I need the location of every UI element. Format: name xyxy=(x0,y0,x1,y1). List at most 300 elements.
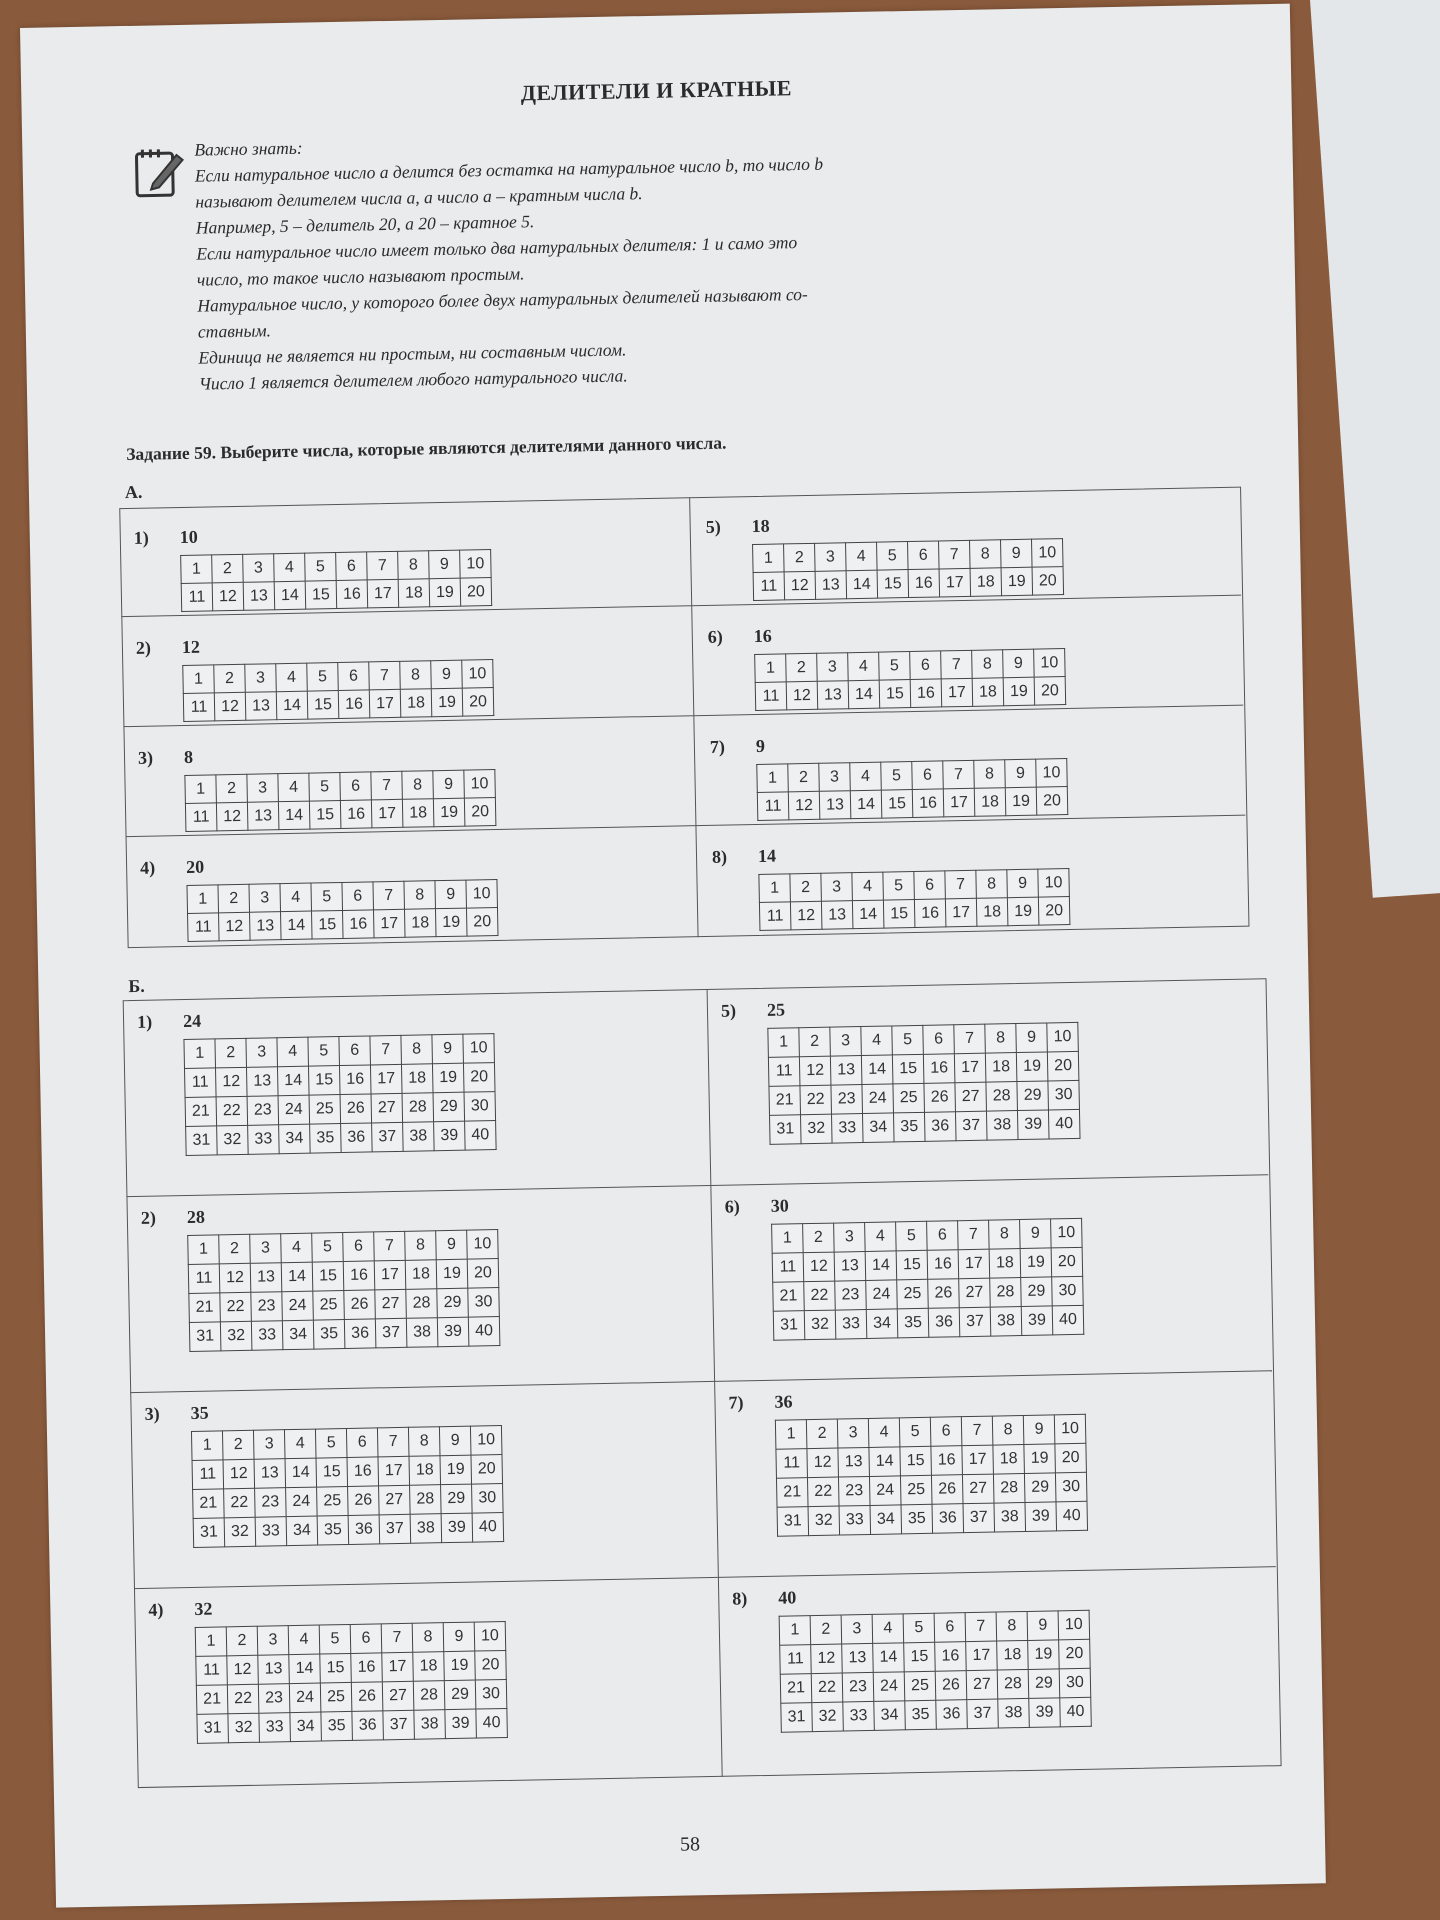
grid-cell[interactable]: 39 xyxy=(437,1317,469,1347)
grid-cell[interactable]: 10 xyxy=(1051,1218,1083,1248)
grid-cell[interactable]: 35 xyxy=(310,1124,342,1154)
grid-cell[interactable]: 15 xyxy=(892,1054,924,1084)
grid-cell[interactable]: 6 xyxy=(923,1025,955,1055)
grid-cell[interactable]: 3 xyxy=(821,873,853,902)
grid-cell[interactable]: 11 xyxy=(185,803,217,832)
grid-cell[interactable]: 34 xyxy=(282,1320,314,1350)
grid-cell[interactable]: 38 xyxy=(986,1111,1018,1141)
grid-cell[interactable]: 1 xyxy=(768,1028,800,1058)
grid-cell[interactable]: 40 xyxy=(465,1121,497,1151)
grid-cell[interactable]: 14 xyxy=(274,581,306,610)
grid-cell[interactable]: 13 xyxy=(819,791,851,820)
grid-cell[interactable]: 22 xyxy=(220,1292,252,1322)
grid-cell[interactable]: 8 xyxy=(400,661,432,690)
grid-cell[interactable]: 2 xyxy=(786,653,818,682)
grid-cell[interactable]: 38 xyxy=(994,1502,1026,1532)
grid-cell[interactable]: 13 xyxy=(830,1056,862,1086)
grid-cell[interactable]: 11 xyxy=(181,583,213,612)
grid-cell[interactable]: 29 xyxy=(1028,1669,1060,1699)
grid-cell[interactable]: 40 xyxy=(1048,1109,1080,1139)
grid-cell[interactable]: 6 xyxy=(934,1613,966,1643)
grid-cell[interactable]: 14 xyxy=(861,1055,893,1085)
grid-cell[interactable]: 20 xyxy=(1036,787,1068,816)
grid-cell[interactable]: 11 xyxy=(755,682,787,711)
grid-cell[interactable]: 8 xyxy=(402,771,434,800)
grid-cell[interactable]: 16 xyxy=(914,899,946,928)
grid-cell[interactable]: 16 xyxy=(927,1250,959,1280)
grid-cell[interactable]: 27 xyxy=(962,1474,994,1504)
grid-cell[interactable]: 10 xyxy=(1047,1022,1079,1052)
grid-cell[interactable]: 36 xyxy=(344,1319,376,1349)
grid-cell[interactable]: 18 xyxy=(401,1064,433,1094)
grid-cell[interactable]: 22 xyxy=(224,1488,256,1518)
grid-cell[interactable]: 40 xyxy=(472,1512,504,1542)
grid-cell[interactable]: 27 xyxy=(959,1278,991,1308)
grid-cell[interactable]: 13 xyxy=(250,1263,282,1293)
grid-cell[interactable]: 4 xyxy=(274,553,306,582)
grid-cell[interactable]: 18 xyxy=(413,1652,445,1682)
grid-cell[interactable]: 35 xyxy=(317,1515,349,1545)
grid-cell[interactable]: 5 xyxy=(308,1037,340,1067)
grid-cell[interactable]: 19 xyxy=(1007,897,1039,926)
grid-cell[interactable]: 16 xyxy=(931,1446,963,1476)
grid-cell[interactable]: 36 xyxy=(348,1515,380,1545)
grid-cell[interactable]: 38 xyxy=(410,1514,442,1544)
grid-cell[interactable]: 5 xyxy=(315,1428,347,1458)
grid-cell[interactable]: 19 xyxy=(1005,787,1037,816)
grid-cell[interactable]: 1 xyxy=(191,1431,223,1461)
grid-cell[interactable]: 13 xyxy=(821,901,853,930)
grid-cell[interactable]: 25 xyxy=(317,1486,349,1516)
grid-cell[interactable]: 38 xyxy=(403,1122,435,1152)
grid-cell[interactable]: 31 xyxy=(186,1126,218,1156)
grid-cell[interactable]: 9 xyxy=(1020,1219,1052,1249)
grid-cell[interactable]: 5 xyxy=(892,1025,924,1055)
grid-cell[interactable]: 8 xyxy=(970,540,1002,569)
grid-cell[interactable]: 1 xyxy=(753,544,785,573)
grid-cell[interactable]: 2 xyxy=(226,1626,258,1656)
grid-cell[interactable]: 1 xyxy=(759,874,791,903)
grid-cell[interactable]: 37 xyxy=(967,1699,999,1729)
grid-cell[interactable]: 14 xyxy=(869,1447,901,1477)
grid-cell[interactable]: 15 xyxy=(309,800,341,829)
grid-cell[interactable]: 16 xyxy=(935,1642,967,1672)
grid-cell[interactable]: 2 xyxy=(214,664,246,693)
grid-cell[interactable]: 14 xyxy=(848,680,880,709)
grid-cell[interactable]: 32 xyxy=(228,1713,260,1743)
grid-cell[interactable]: 36 xyxy=(352,1711,384,1741)
grid-cell[interactable]: 4 xyxy=(284,1429,316,1459)
grid-cell[interactable]: 4 xyxy=(281,1233,313,1263)
grid-cell[interactable]: 26 xyxy=(924,1083,956,1113)
grid-cell[interactable]: 1 xyxy=(772,1224,804,1254)
grid-cell[interactable]: 10 xyxy=(466,880,498,909)
grid-cell[interactable]: 38 xyxy=(414,1710,446,1740)
grid-cell[interactable]: 12 xyxy=(786,681,818,710)
grid-cell[interactable]: 3 xyxy=(245,664,277,693)
grid-cell[interactable]: 3 xyxy=(249,884,281,913)
grid-cell[interactable]: 12 xyxy=(219,912,251,941)
grid-cell[interactable]: 21 xyxy=(193,1489,225,1519)
grid-cell[interactable]: 37 xyxy=(379,1514,411,1544)
grid-cell[interactable]: 18 xyxy=(405,1260,437,1290)
grid-cell[interactable]: 15 xyxy=(316,1457,348,1487)
grid-cell[interactable]: 19 xyxy=(436,1259,468,1289)
grid-cell[interactable]: 26 xyxy=(340,1094,372,1124)
grid-cell[interactable]: 26 xyxy=(351,1682,383,1712)
grid-cell[interactable]: 11 xyxy=(185,1068,217,1098)
grid-cell[interactable]: 34 xyxy=(862,1113,894,1143)
grid-cell[interactable]: 20 xyxy=(471,1455,503,1485)
grid-cell[interactable]: 13 xyxy=(245,692,277,721)
grid-cell[interactable]: 28 xyxy=(402,1093,434,1123)
grid-cell[interactable]: 11 xyxy=(753,572,785,601)
grid-cell[interactable]: 17 xyxy=(958,1249,990,1279)
grid-cell[interactable]: 4 xyxy=(276,663,308,692)
grid-cell[interactable]: 4 xyxy=(861,1026,893,1056)
grid-cell[interactable]: 21 xyxy=(185,1097,217,1127)
grid-cell[interactable]: 28 xyxy=(993,1473,1025,1503)
grid-cell[interactable]: 20 xyxy=(1038,897,1070,926)
grid-cell[interactable]: 23 xyxy=(842,1672,874,1702)
grid-cell[interactable]: 23 xyxy=(251,1292,283,1322)
grid-cell[interactable]: 9 xyxy=(432,1034,464,1064)
grid-cell[interactable]: 1 xyxy=(181,555,213,584)
grid-cell[interactable]: 33 xyxy=(832,1114,864,1144)
grid-cell[interactable]: 18 xyxy=(402,799,434,828)
grid-cell[interactable]: 15 xyxy=(883,899,915,928)
grid-cell[interactable]: 3 xyxy=(253,1430,285,1460)
grid-cell[interactable]: 35 xyxy=(905,1700,937,1730)
grid-cell[interactable]: 5 xyxy=(319,1624,351,1654)
grid-cell[interactable]: 10 xyxy=(460,550,492,579)
grid-cell[interactable]: 3 xyxy=(830,1027,862,1057)
grid-cell[interactable]: 7 xyxy=(381,1623,413,1653)
grid-cell[interactable]: 29 xyxy=(437,1288,469,1318)
grid-cell[interactable]: 30 xyxy=(1059,1668,1091,1698)
grid-cell[interactable]: 21 xyxy=(769,1086,801,1116)
grid-cell[interactable]: 12 xyxy=(784,571,816,600)
grid-cell[interactable]: 8 xyxy=(976,870,1008,899)
grid-cell[interactable]: 4 xyxy=(852,872,884,901)
grid-cell[interactable]: 10 xyxy=(470,1426,502,1456)
grid-cell[interactable]: 6 xyxy=(346,1428,378,1458)
grid-cell[interactable]: 25 xyxy=(900,1475,932,1505)
grid-cell[interactable]: 2 xyxy=(216,774,248,803)
grid-cell[interactable]: 19 xyxy=(444,1651,476,1681)
grid-cell[interactable]: 8 xyxy=(989,1220,1021,1250)
grid-cell[interactable]: 14 xyxy=(852,900,884,929)
grid-cell[interactable]: 25 xyxy=(893,1083,925,1113)
grid-cell[interactable]: 20 xyxy=(462,688,494,717)
grid-cell[interactable]: 35 xyxy=(893,1112,925,1142)
grid-cell[interactable]: 8 xyxy=(985,1024,1017,1054)
grid-cell[interactable]: 24 xyxy=(866,1280,898,1310)
grid-cell[interactable]: 30 xyxy=(475,1679,507,1709)
grid-cell[interactable]: 15 xyxy=(307,691,339,720)
grid-cell[interactable]: 22 xyxy=(227,1684,259,1714)
grid-cell[interactable]: 10 xyxy=(464,770,496,799)
grid-cell[interactable]: 32 xyxy=(804,1310,836,1340)
grid-cell[interactable]: 39 xyxy=(1017,1110,1049,1140)
grid-cell[interactable]: 37 xyxy=(959,1307,991,1337)
grid-cell[interactable]: 21 xyxy=(776,1478,808,1508)
grid-cell[interactable]: 14 xyxy=(281,911,313,940)
grid-cell[interactable]: 10 xyxy=(467,1230,499,1260)
grid-cell[interactable]: 1 xyxy=(183,665,215,694)
grid-cell[interactable]: 2 xyxy=(810,1615,842,1645)
grid-cell[interactable]: 8 xyxy=(412,1623,444,1653)
grid-cell[interactable]: 15 xyxy=(896,1250,928,1280)
grid-cell[interactable]: 10 xyxy=(1036,759,1068,788)
grid-cell[interactable]: 1 xyxy=(185,775,217,804)
grid-cell[interactable]: 39 xyxy=(441,1513,473,1543)
grid-cell[interactable]: 27 xyxy=(371,1093,403,1123)
grid-cell[interactable]: 37 xyxy=(955,1111,987,1141)
grid-cell[interactable]: 24 xyxy=(869,1476,901,1506)
grid-cell[interactable]: 1 xyxy=(775,1420,807,1450)
grid-cell[interactable]: 13 xyxy=(243,582,275,611)
grid-cell[interactable]: 20 xyxy=(475,1650,507,1680)
grid-cell[interactable]: 40 xyxy=(468,1317,500,1347)
grid-cell[interactable]: 15 xyxy=(904,1642,936,1672)
grid-cell[interactable]: 40 xyxy=(1056,1501,1088,1531)
grid-cell[interactable]: 40 xyxy=(476,1708,508,1738)
grid-cell[interactable]: 11 xyxy=(188,1264,220,1294)
grid-cell[interactable]: 18 xyxy=(989,1249,1021,1279)
grid-cell[interactable]: 3 xyxy=(243,554,275,583)
grid-cell[interactable]: 2 xyxy=(218,884,250,913)
grid-cell[interactable]: 24 xyxy=(286,1487,318,1517)
grid-cell[interactable]: 37 xyxy=(372,1122,404,1152)
grid-cell[interactable]: 15 xyxy=(320,1653,352,1683)
grid-cell[interactable]: 3 xyxy=(837,1418,869,1448)
grid-cell[interactable]: 27 xyxy=(382,1681,414,1711)
grid-cell[interactable]: 6 xyxy=(339,1036,371,1066)
grid-cell[interactable]: 14 xyxy=(289,1654,321,1684)
grid-cell[interactable]: 14 xyxy=(285,1458,317,1488)
grid-cell[interactable]: 6 xyxy=(343,1232,375,1262)
grid-cell[interactable]: 8 xyxy=(972,650,1004,679)
grid-cell[interactable]: 3 xyxy=(834,1223,866,1253)
grid-cell[interactable]: 9 xyxy=(436,1230,468,1260)
grid-cell[interactable]: 34 xyxy=(874,1701,906,1731)
grid-cell[interactable]: 3 xyxy=(841,1614,873,1644)
grid-cell[interactable]: 29 xyxy=(433,1092,465,1122)
grid-cell[interactable]: 21 xyxy=(196,1685,228,1715)
grid-cell[interactable]: 19 xyxy=(431,688,463,717)
grid-cell[interactable]: 4 xyxy=(280,883,312,912)
grid-cell[interactable]: 10 xyxy=(1031,539,1063,568)
grid-cell[interactable]: 11 xyxy=(192,1460,224,1490)
grid-cell[interactable]: 40 xyxy=(1052,1305,1084,1335)
grid-cell[interactable]: 5 xyxy=(879,652,911,681)
grid-cell[interactable]: 17 xyxy=(962,1445,994,1475)
grid-cell[interactable]: 26 xyxy=(344,1290,376,1320)
grid-cell[interactable]: 7 xyxy=(939,540,971,569)
grid-cell[interactable]: 4 xyxy=(288,1625,320,1655)
grid-cell[interactable]: 14 xyxy=(278,801,310,830)
grid-cell[interactable]: 23 xyxy=(247,1096,279,1126)
grid-cell[interactable]: 9 xyxy=(1027,1611,1059,1641)
grid-cell[interactable]: 29 xyxy=(1024,1473,1056,1503)
grid-cell[interactable]: 13 xyxy=(817,681,849,710)
grid-cell[interactable]: 31 xyxy=(777,1507,809,1537)
grid-cell[interactable]: 3 xyxy=(250,1234,282,1264)
grid-cell[interactable]: 3 xyxy=(815,543,847,572)
grid-cell[interactable]: 26 xyxy=(348,1486,380,1516)
grid-cell[interactable]: 13 xyxy=(834,1252,866,1282)
grid-cell[interactable]: 17 xyxy=(945,898,977,927)
grid-cell[interactable]: 17 xyxy=(370,1064,402,1094)
grid-cell[interactable]: 17 xyxy=(367,579,399,608)
grid-cell[interactable]: 13 xyxy=(815,571,847,600)
grid-cell[interactable]: 17 xyxy=(378,1456,410,1486)
grid-cell[interactable]: 10 xyxy=(1038,869,1070,898)
grid-cell[interactable]: 1 xyxy=(188,1235,220,1265)
grid-cell[interactable]: 37 xyxy=(375,1318,407,1348)
grid-cell[interactable]: 25 xyxy=(897,1279,929,1309)
grid-cell[interactable]: 7 xyxy=(367,551,399,580)
grid-cell[interactable]: 26 xyxy=(931,1475,963,1505)
grid-cell[interactable]: 27 xyxy=(966,1670,998,1700)
grid-cell[interactable]: 3 xyxy=(247,774,279,803)
grid-cell[interactable]: 18 xyxy=(970,568,1002,597)
grid-cell[interactable]: 20 xyxy=(466,907,498,936)
grid-cell[interactable]: 35 xyxy=(321,1711,353,1741)
grid-cell[interactable]: 36 xyxy=(936,1700,968,1730)
grid-cell[interactable]: 7 xyxy=(377,1427,409,1457)
grid-cell[interactable]: 16 xyxy=(923,1054,955,1084)
grid-cell[interactable]: 14 xyxy=(277,1066,309,1096)
grid-cell[interactable]: 15 xyxy=(879,680,911,709)
grid-cell[interactable]: 20 xyxy=(1051,1247,1083,1277)
grid-cell[interactable]: 6 xyxy=(927,1221,959,1251)
grid-cell[interactable]: 18 xyxy=(404,909,436,938)
grid-cell[interactable]: 36 xyxy=(932,1504,964,1534)
grid-cell[interactable]: 24 xyxy=(289,1683,321,1713)
grid-cell[interactable]: 18 xyxy=(985,1053,1017,1083)
grid-cell[interactable]: 2 xyxy=(212,554,244,583)
grid-cell[interactable]: 13 xyxy=(246,1067,278,1097)
grid-cell[interactable]: 35 xyxy=(901,1504,933,1534)
grid-cell[interactable]: 1 xyxy=(755,654,787,683)
grid-cell[interactable]: 7 xyxy=(941,650,973,679)
grid-cell[interactable]: 27 xyxy=(955,1082,987,1112)
grid-cell[interactable]: 11 xyxy=(183,693,215,722)
grid-cell[interactable]: 38 xyxy=(990,1307,1022,1337)
grid-cell[interactable]: 4 xyxy=(850,762,882,791)
grid-cell[interactable]: 31 xyxy=(770,1115,802,1145)
grid-cell[interactable]: 7 xyxy=(370,1035,402,1065)
grid-cell[interactable]: 29 xyxy=(1021,1277,1053,1307)
grid-cell[interactable]: 11 xyxy=(768,1057,800,1087)
grid-cell[interactable]: 10 xyxy=(474,1621,506,1651)
grid-cell[interactable]: 13 xyxy=(838,1447,870,1477)
grid-cell[interactable]: 33 xyxy=(843,1701,875,1731)
grid-cell[interactable]: 2 xyxy=(806,1419,838,1449)
grid-cell[interactable]: 6 xyxy=(350,1624,382,1654)
grid-cell[interactable]: 16 xyxy=(340,800,372,829)
grid-cell[interactable]: 2 xyxy=(790,873,822,902)
grid-cell[interactable]: 7 xyxy=(374,1231,406,1261)
grid-cell[interactable]: 26 xyxy=(935,1671,967,1701)
grid-cell[interactable]: 28 xyxy=(410,1485,442,1515)
grid-cell[interactable]: 7 xyxy=(369,661,401,690)
grid-cell[interactable]: 6 xyxy=(340,772,372,801)
grid-cell[interactable]: 33 xyxy=(255,1517,287,1547)
grid-cell[interactable]: 7 xyxy=(961,1416,993,1446)
grid-cell[interactable]: 32 xyxy=(217,1125,249,1155)
grid-cell[interactable]: 9 xyxy=(1001,539,1033,568)
grid-cell[interactable]: 28 xyxy=(413,1681,445,1711)
grid-cell[interactable]: 31 xyxy=(197,1714,229,1744)
grid-cell[interactable]: 5 xyxy=(883,871,915,900)
grid-cell[interactable]: 15 xyxy=(877,570,909,599)
grid-cell[interactable]: 14 xyxy=(846,570,878,599)
grid-cell[interactable]: 13 xyxy=(842,1643,874,1673)
grid-cell[interactable]: 8 xyxy=(408,1427,440,1457)
grid-cell[interactable]: 32 xyxy=(812,1702,844,1732)
grid-cell[interactable]: 5 xyxy=(903,1613,935,1643)
grid-cell[interactable]: 14 xyxy=(865,1251,897,1281)
grid-cell[interactable]: 12 xyxy=(212,582,244,611)
grid-cell[interactable]: 22 xyxy=(807,1477,839,1507)
grid-cell[interactable]: 35 xyxy=(313,1320,345,1350)
grid-cell[interactable]: 33 xyxy=(259,1713,291,1743)
grid-cell[interactable]: 30 xyxy=(468,1288,500,1318)
grid-cell[interactable]: 8 xyxy=(398,551,430,580)
grid-cell[interactable]: 38 xyxy=(406,1318,438,1348)
grid-cell[interactable]: 10 xyxy=(463,1034,495,1064)
grid-cell[interactable]: 36 xyxy=(928,1308,960,1338)
grid-cell[interactable]: 32 xyxy=(220,1321,252,1351)
grid-cell[interactable]: 15 xyxy=(305,581,337,610)
grid-cell[interactable]: 30 xyxy=(1052,1276,1084,1306)
grid-cell[interactable]: 5 xyxy=(899,1417,931,1447)
grid-cell[interactable]: 34 xyxy=(866,1309,898,1339)
grid-cell[interactable]: 10 xyxy=(462,660,494,689)
grid-cell[interactable]: 26 xyxy=(928,1279,960,1309)
grid-cell[interactable]: 2 xyxy=(784,543,816,572)
grid-cell[interactable]: 24 xyxy=(278,1095,310,1125)
grid-cell[interactable]: 12 xyxy=(811,1644,843,1674)
grid-cell[interactable]: 17 xyxy=(939,568,971,597)
grid-cell[interactable]: 12 xyxy=(214,692,246,721)
grid-cell[interactable]: 7 xyxy=(371,771,403,800)
grid-cell[interactable]: 9 xyxy=(443,1622,475,1652)
grid-cell[interactable]: 16 xyxy=(347,1457,379,1487)
grid-cell[interactable]: 20 xyxy=(1055,1443,1087,1473)
grid-cell[interactable]: 13 xyxy=(247,802,279,831)
grid-cell[interactable]: 7 xyxy=(943,760,975,789)
grid-cell[interactable]: 4 xyxy=(868,1418,900,1448)
grid-cell[interactable]: 29 xyxy=(1017,1081,1049,1111)
grid-cell[interactable]: 6 xyxy=(908,541,940,570)
grid-cell[interactable]: 24 xyxy=(282,1291,314,1321)
grid-cell[interactable]: 12 xyxy=(223,1459,255,1489)
grid-cell[interactable]: 18 xyxy=(997,1640,1029,1670)
grid-cell[interactable]: 37 xyxy=(963,1503,995,1533)
grid-cell[interactable]: 30 xyxy=(1048,1080,1080,1110)
grid-cell[interactable]: 22 xyxy=(800,1085,832,1115)
grid-cell[interactable]: 39 xyxy=(1021,1306,1053,1336)
grid-cell[interactable]: 7 xyxy=(373,881,405,910)
grid-cell[interactable]: 8 xyxy=(996,1611,1028,1641)
grid-cell[interactable]: 27 xyxy=(379,1485,411,1515)
grid-cell[interactable]: 31 xyxy=(193,1518,225,1548)
grid-cell[interactable]: 20 xyxy=(464,798,496,827)
